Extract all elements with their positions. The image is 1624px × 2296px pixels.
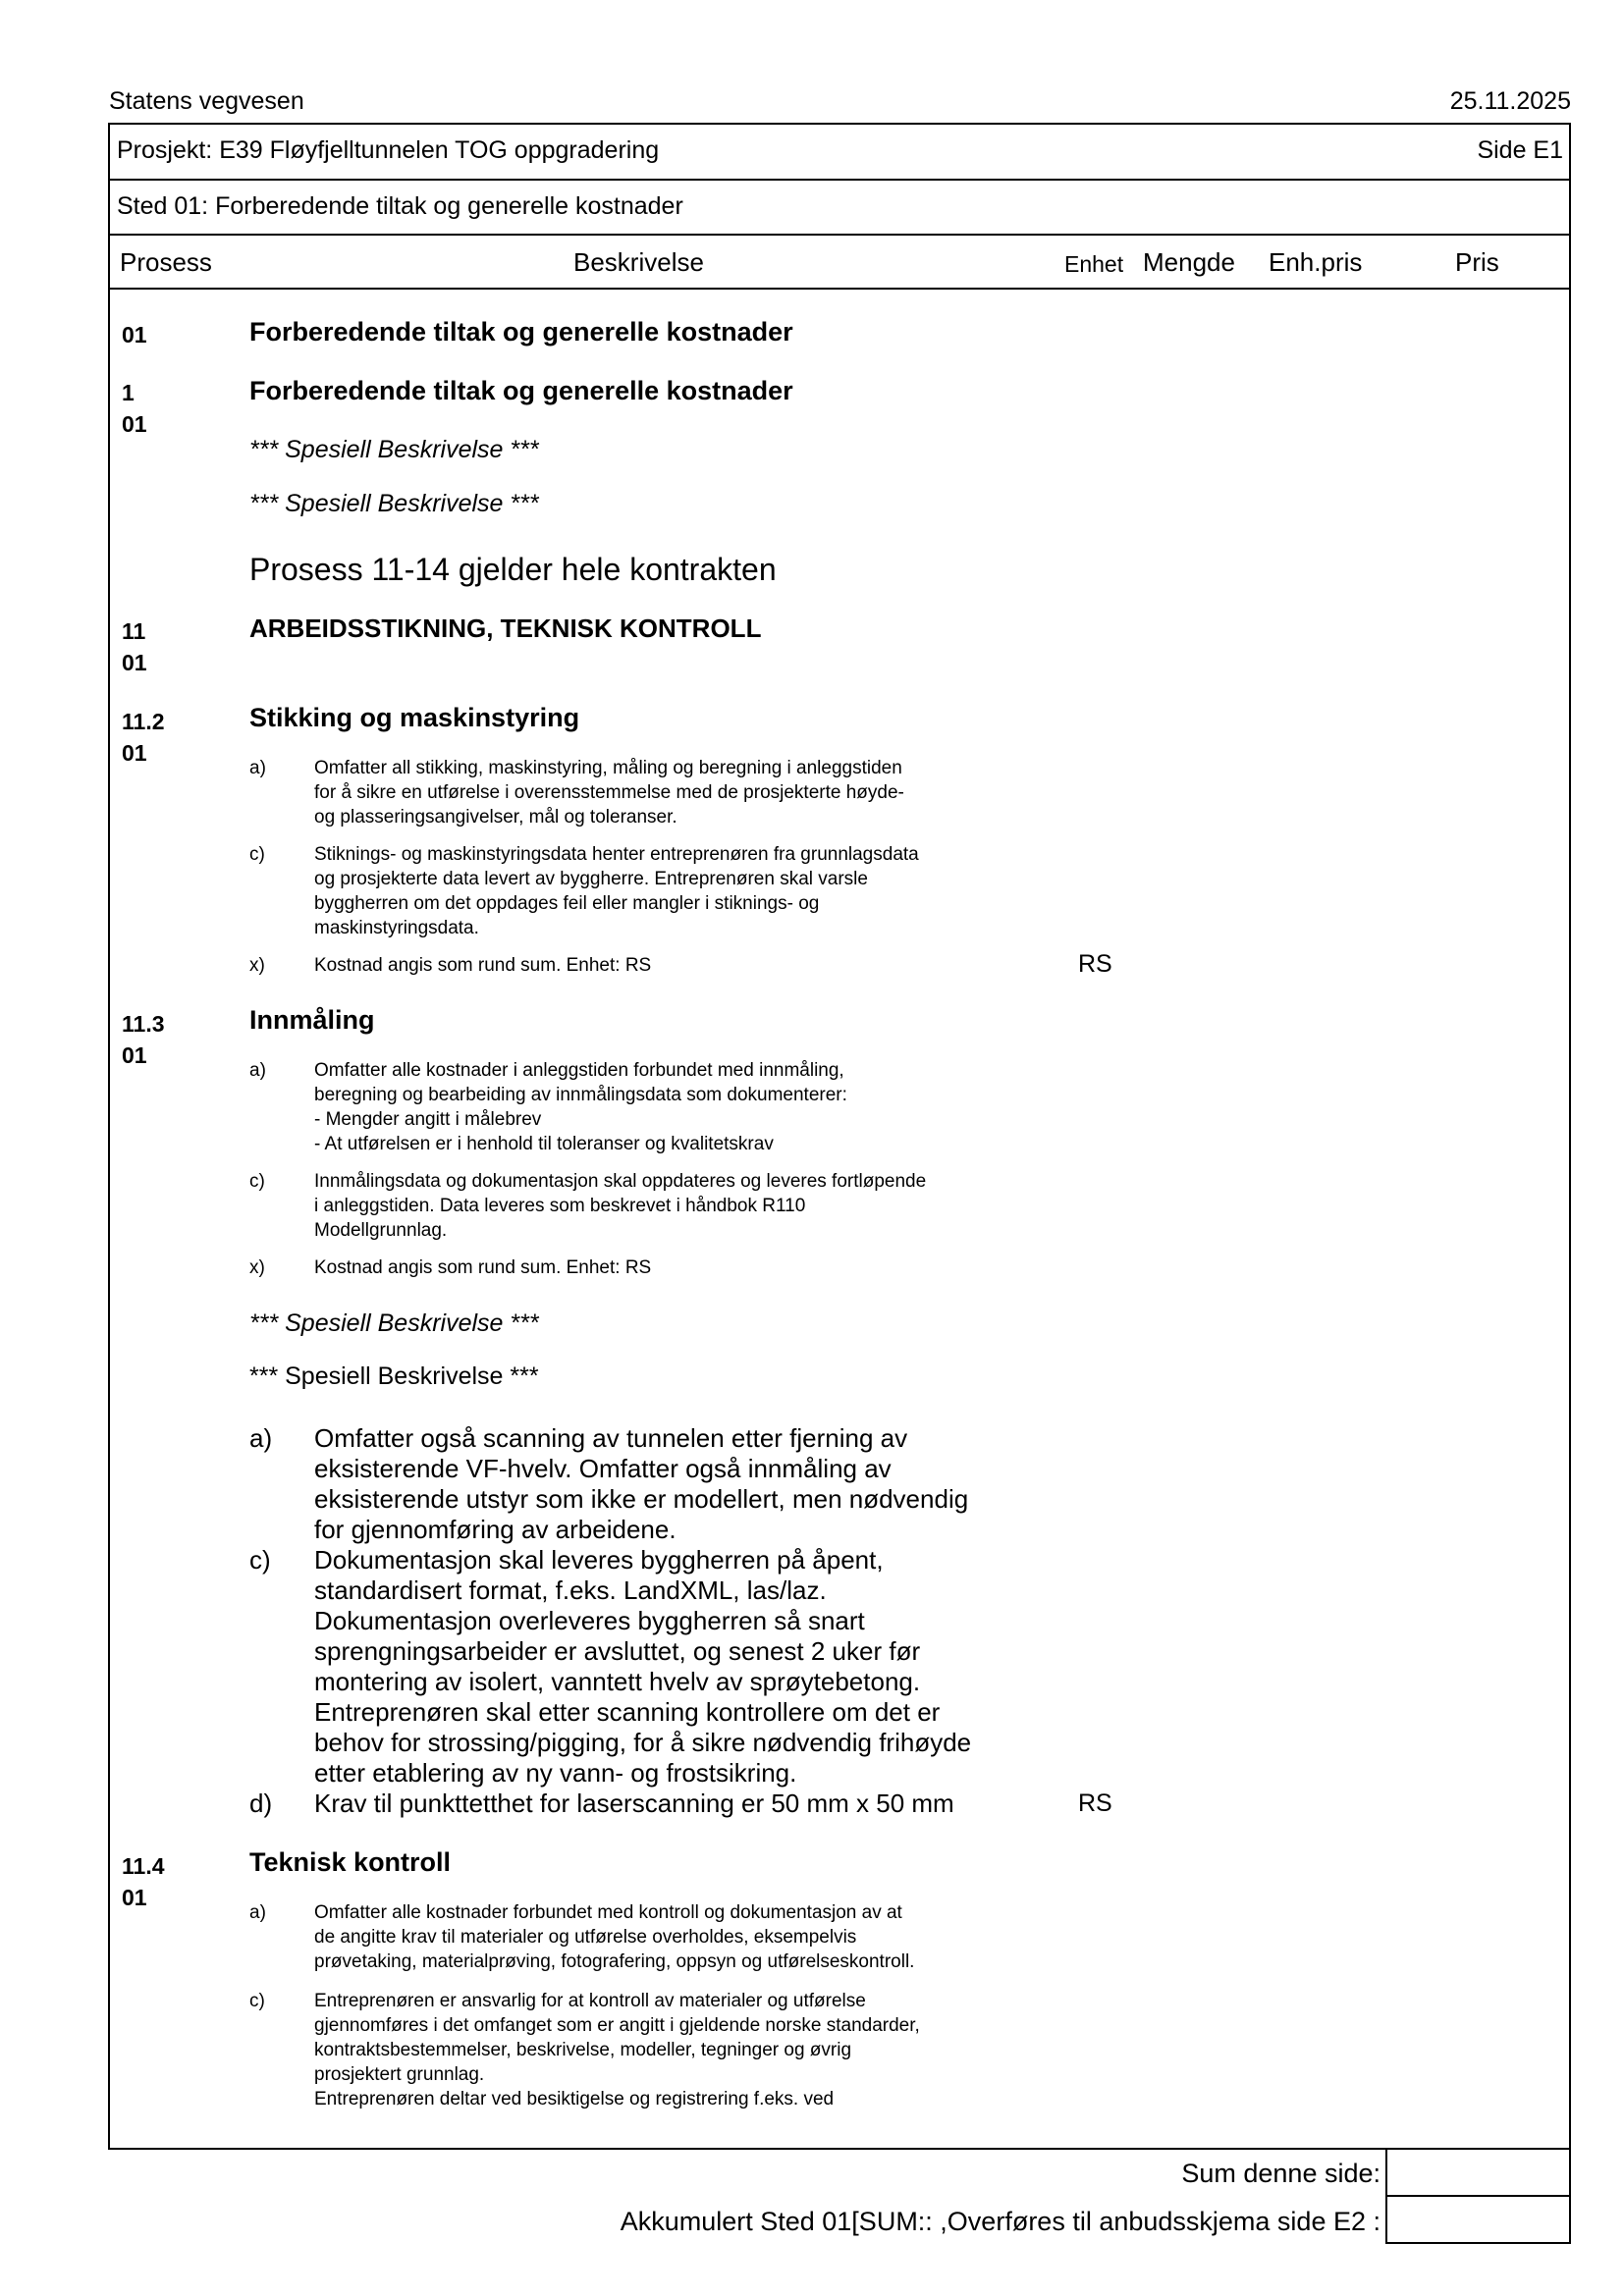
page-number: Side E1 [1477,136,1563,164]
process-title: Stikking og maskinstyring [249,703,580,732]
process-title: Forberedende tiltak og generelle kostnader [249,376,793,405]
process-code: 11.4 01 [122,1853,165,1910]
unit-value: RS [1078,950,1112,978]
organization-name: Statens vegvesen [109,87,304,115]
process-title: Teknisk kontroll [249,1847,452,1877]
column-header-beskrivelse: Beskrivelse [573,247,704,277]
document-date: 25.11.2025 [1449,87,1571,115]
process-code: 01 [122,322,147,347]
item-text: Innmålingsdata og dokumentasjon skal oppdateres og leveres fortløpende i anleggstiden. Data leveres som beskrevet i håndbok R110 Modellgrunnlag. [314,1171,927,1241]
item-label: c) [249,1545,271,1575]
item-label: a) [249,1060,266,1081]
special-description-label: *** Spesiell Beskrivelse *** [249,490,539,517]
item-label: x) [249,955,265,976]
item-text: Entreprenøren er ansvarlig for at kontroll av materialer og utførelse gjennomføres i det omfanget som er angitt i gjeldende norske standarder, kontraktsbestemmelser, beskrivelse, modeller, tegninger og øvrig prosjektert grunnlag. Entreprenøren deltar ved besiktigelse og registrering f.eks. ved [314,1991,920,2109]
divider [108,179,1571,181]
location-title: Sted 01: Forberedende tiltak og generelle kostnader [117,192,683,220]
process-note: Prosess 11-14 gjelder hele kontrakten [249,552,777,587]
item-text: Kostnad angis som rund sum. Enhet: RS [314,1257,652,1278]
project-title: Prosjekt: E39 Fløyfjelltunnelen TOG oppgradering [117,136,660,164]
item-label: a) [249,1902,266,1923]
process-code: 1 01 [122,380,147,437]
item-text: Omfatter all stikking, maskinstyring, måling og beregning i anleggstiden for å sikre en utførelse i overensstemmelse med de prosjekterte høyde- og plasseringsangivelser, mål og toleranser. [314,758,904,828]
item-text: Omfatter også scanning av tunnelen etter fjerning av eksisterende VF-hvelv. Omfatter også innmåling av eksisterende utstyr som ikke er modellert, men nødvendig for gjennomføring av arbeidene. [314,1423,969,1544]
process-title: Innmåling [249,1005,375,1035]
process-code: 11.3 01 [122,1011,165,1068]
column-header-pris: Pris [1455,247,1499,277]
unit-value: RS [1078,1789,1112,1817]
special-description-label: *** Spesiell Beskrivelse *** [249,436,539,463]
item-text: Stiknings- og maskinstyringsdata henter entreprenøren fra grunnlagsdata og prosjekterte data levert av byggherre. Entreprenøren skal varsle byggherren om det oppdages feil eller mangler i stiknings- og maskinstyringsdata. [314,844,919,938]
column-header-prosess: Prosess [120,247,212,277]
item-text: Kostnad angis som rund sum. Enhet: RS [314,955,652,976]
item-label: c) [249,844,265,865]
item-label: a) [249,758,266,778]
item-label: a) [249,1423,273,1453]
sum-page-field[interactable] [1385,2148,1571,2197]
item-text: Omfatter alle kostnader forbundet med kontroll og dokumentasjon av at de angitte krav til materialer og utførelse overholdes, eksempelvis prøvetaking, materialprøving, fotografering, oppsyn og utførelseskontroll. [314,1902,915,1972]
item-label: c) [249,1991,265,2011]
special-description-label: *** Spesiell Beskrivelse *** [249,1309,539,1337]
item-text: Krav til punkttetthet for laserscanning er 50 mm x 50 mm [314,1789,954,1818]
sum-page-label: Sum denne side: [1181,2159,1380,2188]
column-header-mengde: Mengde [1143,247,1235,277]
accumulated-label: Akkumulert Sted 01[SUM:: ,Overføres til anbudsskjema side E2 : [620,2207,1380,2236]
item-label: d) [249,1789,273,1818]
item-text: Dokumentasjon skal leveres byggherren på åpent, standardisert format, f.eks. LandXML, las/laz. Dokumentasjon overleveres byggherren så snart sprengningsarbeider er avsluttet, og senest 2 uker før montering av isolert, vanntett hvelv av sprøytebetong. Entreprenøren skal etter scanning kontrollere om det er behov for strossing/pigging, for å sikre nødvendig frihøyde etter etablering av ny vann- og frostsikring. [314,1545,972,1788]
divider [108,234,1571,236]
item-label: x) [249,1257,265,1278]
process-code: 11 01 [122,618,147,675]
process-title: ARBEIDSSTIKNING, TEKNISK KONTROLL [249,614,762,643]
column-header-enhpris: Enh.pris [1269,247,1363,277]
accumulated-field[interactable] [1385,2195,1571,2244]
item-label: c) [249,1171,265,1192]
item-text: Omfatter alle kostnader i anleggstiden forbundet med innmåling, beregning og bearbeiding av innmålingsdata som dokumenterer: - Mengder angitt i målebrev - At utførelsen er i henhold til toleranser og kvalitetskrav [314,1060,847,1154]
column-header-enhet: Enhet [1064,251,1124,277]
process-title: Forberedende tiltak og generelle kostnader [249,317,793,347]
process-code: 11.2 01 [122,709,165,766]
divider [108,288,1571,290]
special-description-label: *** Spesiell Beskrivelse *** [249,1362,539,1390]
